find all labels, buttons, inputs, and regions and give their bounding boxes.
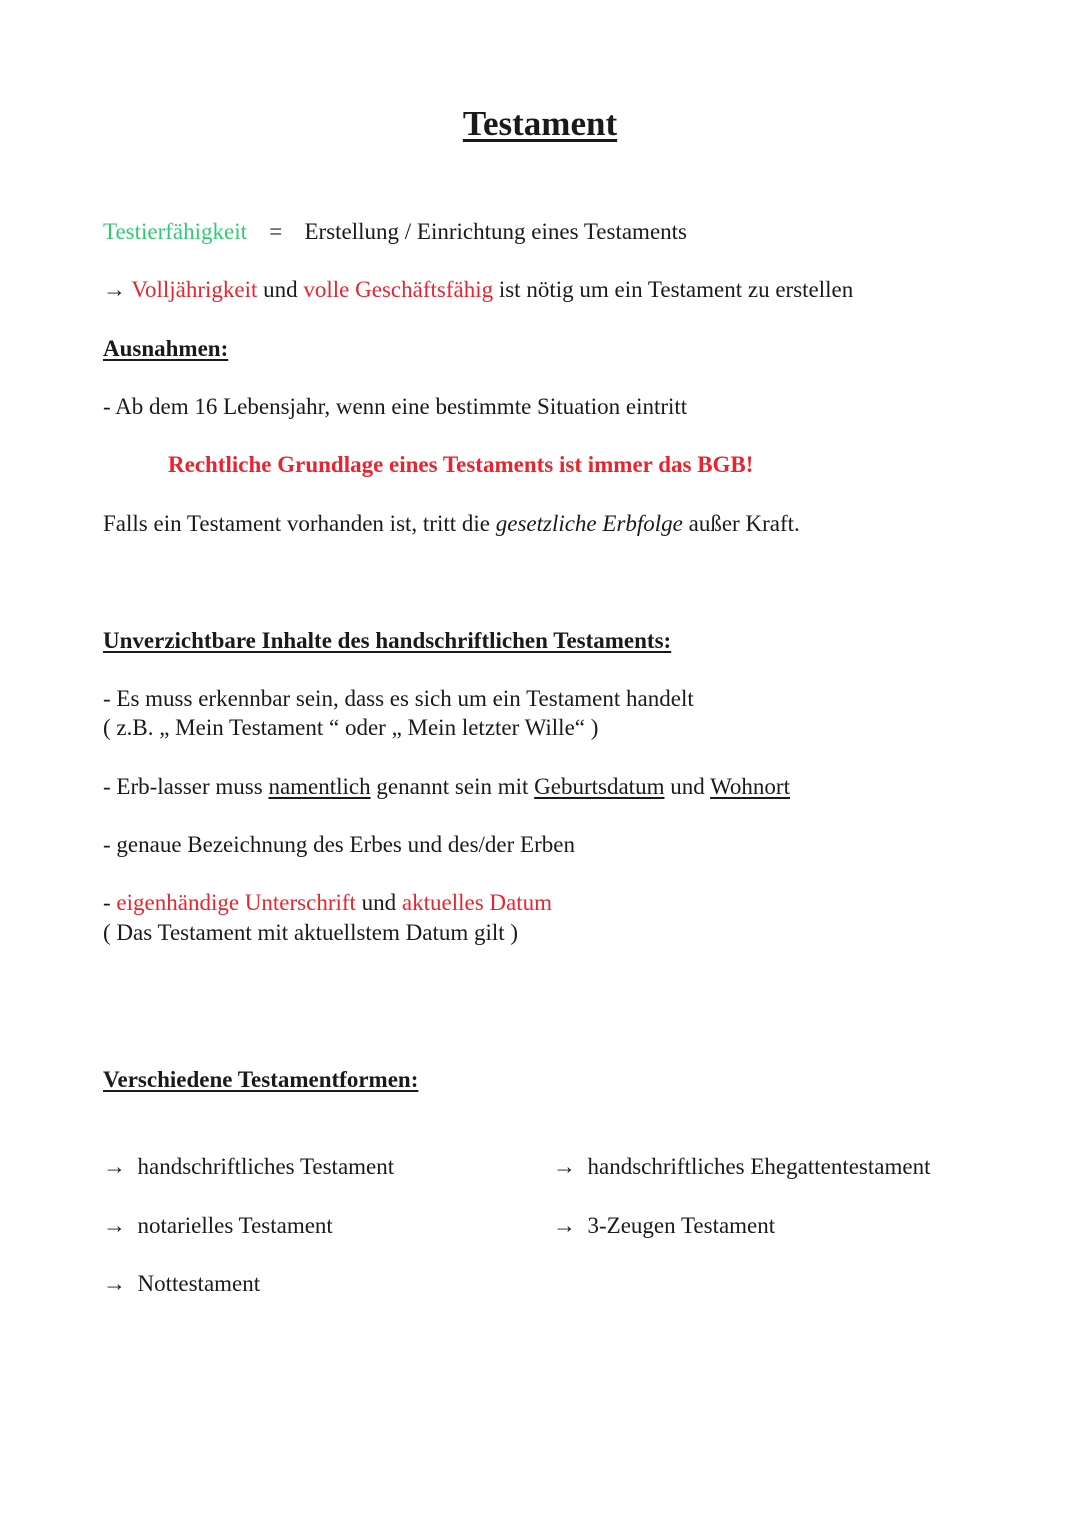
contents-item-4-note: ( Das Testament mit aktuellstem Datum gilt ) bbox=[103, 920, 519, 945]
arrow-icon: → bbox=[103, 277, 126, 302]
contents-heading: Unverzichtbare Inhalte des handschriftlichen Testaments: bbox=[103, 628, 672, 653]
form-label: 3-Zeugen Testament bbox=[587, 1213, 776, 1238]
requirement-rest: ist nötig um ein Testament zu erstellen bbox=[498, 277, 854, 302]
arrow-icon: → bbox=[553, 1213, 576, 1238]
contents-item-3: - genaue Bezeichnung des Erbes und des/der Erben bbox=[103, 832, 575, 857]
item2-wohnort: Wohnort bbox=[710, 774, 790, 799]
form-label: handschriftliches Testament bbox=[137, 1154, 395, 1179]
exception-item: - Ab dem 16 Lebensjahr, wenn eine bestimmte Situation eintritt bbox=[103, 394, 688, 419]
legal-basis-note: Rechtliche Grundlage eines Testaments ist immer das BGB! bbox=[168, 452, 754, 477]
form-item-left-2 bbox=[103, 1211, 333, 1240]
arrow-icon: → bbox=[103, 1271, 126, 1296]
form-item-left-1 bbox=[103, 1152, 394, 1181]
contents-item-2 bbox=[103, 772, 790, 801]
equals-sign: = bbox=[269, 219, 283, 244]
form-label: handschriftliches Ehegattentestament bbox=[587, 1154, 931, 1179]
item4-and: und bbox=[361, 890, 397, 915]
forms-heading: Verschiedene Testamentformen: bbox=[103, 1067, 419, 1092]
form-item-left-3 bbox=[103, 1269, 260, 1298]
form-item-right-2 bbox=[553, 1211, 775, 1240]
fallback-italic: gesetzliche Erbfolge bbox=[495, 511, 683, 536]
arrow-icon: → bbox=[103, 1213, 126, 1238]
item2-geburtsdatum: Geburtsdatum bbox=[534, 774, 665, 799]
arrow-icon: → bbox=[103, 1154, 126, 1179]
requirement-and: und bbox=[263, 277, 298, 302]
requirement-volljaehrigkeit: Volljährigkeit bbox=[131, 277, 258, 302]
contents-item-1-line-2: ( z.B. „ Mein Testament “ oder „ Mein letzter Wille“ ) bbox=[103, 715, 599, 740]
page-title: Testament bbox=[462, 104, 618, 143]
item4-datum: aktuelles Datum bbox=[401, 890, 553, 915]
exceptions-heading: Ausnahmen: bbox=[103, 336, 229, 361]
item2-namentlich: namentlich bbox=[268, 774, 371, 799]
item2-prefix: - Erb-lasser muss bbox=[103, 774, 263, 799]
requirement-geschaeftsfaehig: volle Geschäftsfähig bbox=[303, 277, 494, 302]
form-label: notarielles Testament bbox=[137, 1213, 333, 1238]
form-item-right-1 bbox=[553, 1152, 930, 1181]
form-label: Nottestament bbox=[137, 1271, 261, 1296]
item2-mid: genannt sein mit bbox=[376, 774, 529, 799]
fallback-after: außer Kraft. bbox=[688, 511, 800, 536]
item2-and: und bbox=[670, 774, 705, 799]
term-testierfaehigkeit: Testierfähigkeit bbox=[103, 219, 247, 244]
fallback-before: Falls ein Testament vorhanden ist, tritt die bbox=[103, 511, 490, 536]
requirement-line bbox=[103, 275, 853, 304]
contents-item-4 bbox=[103, 888, 552, 917]
fallback-line bbox=[103, 509, 800, 538]
definition-line bbox=[103, 217, 687, 246]
contents-item-1-line-1: - Es muss erkennbar sein, dass es sich um ein Testament handelt bbox=[103, 686, 694, 711]
term-definition: Erstellung / Einrichtung eines Testaments bbox=[304, 219, 687, 244]
item4-dash: - bbox=[103, 890, 111, 915]
item4-unterschrift: eigenhändige Unterschrift bbox=[116, 890, 356, 915]
arrow-icon: → bbox=[553, 1154, 576, 1179]
